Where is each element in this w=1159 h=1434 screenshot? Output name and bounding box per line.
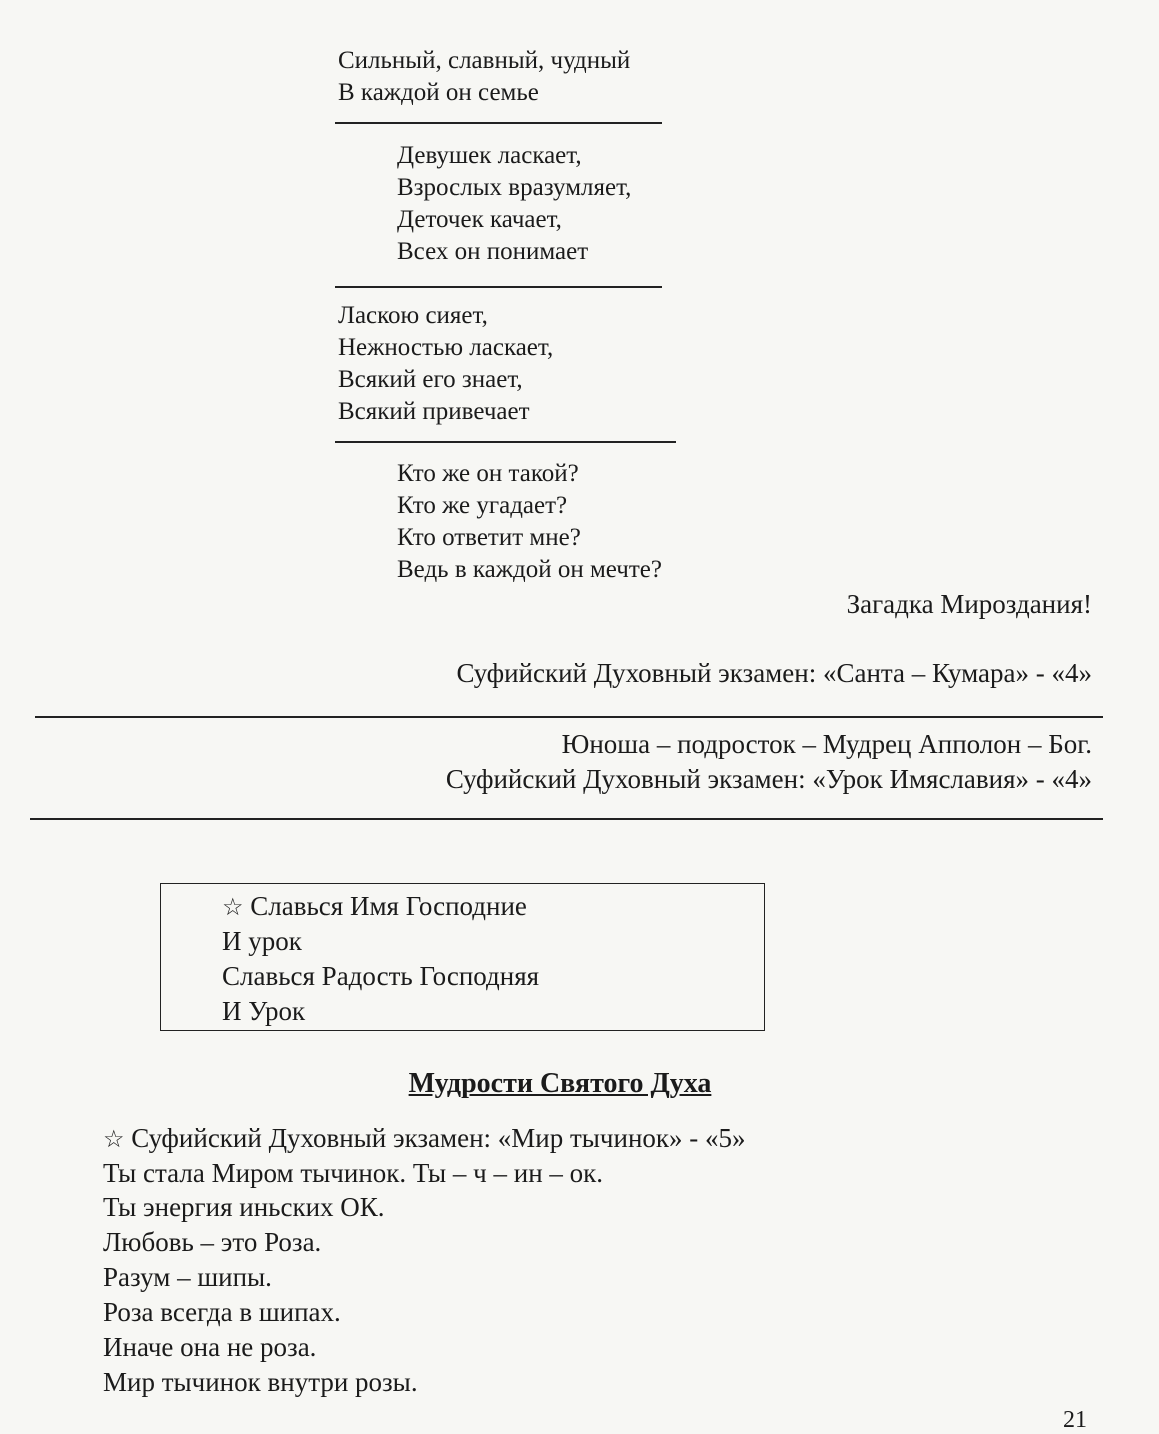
box-line-text: Славься Имя Господние bbox=[250, 891, 527, 921]
exam-line: Суфийский Духовный экзамен: «Санта – Кумара» - «4» bbox=[456, 658, 1092, 688]
riddle-answer: Загадка Мироздания! bbox=[846, 589, 1092, 619]
divider-full bbox=[30, 818, 1103, 820]
poem-line: Кто ответит мне? bbox=[397, 524, 581, 551]
poem-line: Кто же угадает? bbox=[397, 492, 568, 519]
exam-line: Суфийский Духовный экзамен: «Урок Имяславия» - «4» bbox=[445, 764, 1092, 794]
block-line: Юноша – подросток – Мудрец Апполон – Бог. bbox=[561, 729, 1092, 759]
poem-line: В каждой он семье bbox=[338, 79, 539, 106]
section-line bbox=[103, 1121, 746, 1158]
section-line-text: Суфийский Духовный экзамен: «Мир тычинок» - «5» bbox=[131, 1123, 746, 1153]
divider bbox=[335, 122, 662, 124]
box-line: И урок bbox=[222, 926, 302, 956]
section-line: Иначе она не роза. bbox=[103, 1332, 317, 1362]
box-line: И Урок bbox=[222, 996, 306, 1026]
section-line: Разум – шипы. bbox=[103, 1262, 272, 1292]
poem-line: Ведь в каждой он мечте? bbox=[397, 556, 662, 583]
section-heading: Мудрости Святого Духа bbox=[408, 1068, 712, 1099]
divider-full bbox=[35, 716, 1103, 718]
poem-line: Всякий привечает bbox=[338, 398, 530, 425]
poem-line: Деточек качает, bbox=[397, 206, 562, 233]
page-number: 21 bbox=[1063, 1407, 1087, 1433]
section-line: Мир тычинок внутри розы. bbox=[103, 1367, 418, 1397]
box-line bbox=[222, 889, 527, 926]
poem-line: Ласкою сияет, bbox=[338, 302, 488, 329]
section-line: Ты стала Миром тычинок. Ты – ч – ин – ок. bbox=[103, 1158, 604, 1188]
section-line: Роза всегда в шипах. bbox=[103, 1297, 341, 1327]
section-line: Ты энергия иньских ОК. bbox=[103, 1192, 385, 1222]
star-icon: ☆ bbox=[222, 895, 244, 921]
box-line: Славься Радость Господняя bbox=[222, 961, 540, 991]
poem-line: Всякий его знает, bbox=[338, 366, 523, 393]
divider bbox=[335, 441, 676, 443]
poem-line: Кто же он такой? bbox=[397, 460, 579, 487]
poem-line: Сильный, славный, чудный bbox=[338, 47, 631, 74]
divider bbox=[335, 286, 662, 288]
section-line: Любовь – это Роза. bbox=[103, 1227, 322, 1257]
poem-line: Всех он понимает bbox=[397, 238, 589, 265]
poem-line: Взрослых вразумляет, bbox=[397, 174, 632, 201]
poem-line: Девушек ласкает, bbox=[397, 142, 582, 169]
poem-line: Нежностью ласкает, bbox=[338, 334, 554, 361]
star-icon: ☆ bbox=[103, 1127, 125, 1153]
